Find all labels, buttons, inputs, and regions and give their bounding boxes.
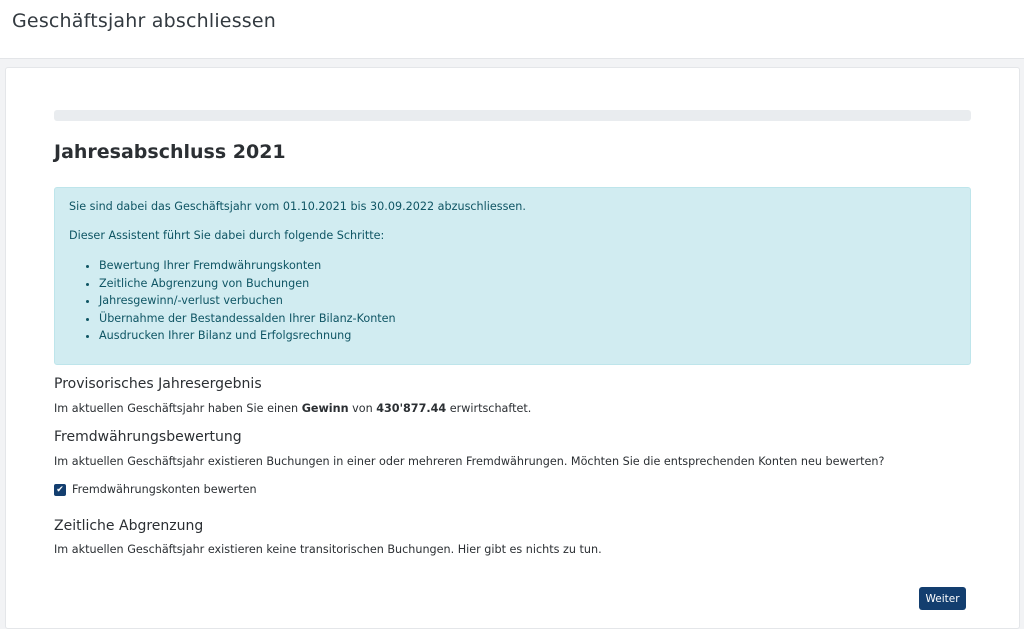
accrual-heading: Zeitliche Abgrenzung	[54, 518, 204, 534]
fx-text: Im aktuellen Geschäftsjahr existieren Buchungen in einer oder mehreren Fremdwährungen. Möchten Sie die entsprechenden Konten neu bewerten?	[54, 455, 885, 468]
top-bar	[0, 0, 1024, 59]
step-item: • Bewertung Ihrer Fremdwährungskonten	[99, 257, 396, 275]
step-item: • Übernahme der Bestandessalden Ihrer Bilanz-Konten	[99, 310, 396, 328]
fx-checkbox[interactable]: ✔	[54, 484, 66, 496]
page-title: Geschäftsjahr abschliessen	[12, 10, 277, 32]
steps-list	[69, 257, 396, 345]
result-text	[54, 402, 531, 415]
result-text-after: erwirtschaftet.	[446, 402, 532, 415]
info-alert	[54, 187, 971, 365]
result-text-before: Im aktuellen Geschäftsjahr haben Sie einen	[54, 402, 302, 415]
result-amount: 430'877.44	[376, 402, 447, 415]
next-button[interactable]: Weiter	[919, 587, 966, 610]
result-kind: Gewinn	[301, 402, 349, 415]
info-steps-intro-text: Dieser Assistent führt Sie dabei durch folgende Schritte:	[69, 229, 385, 242]
fx-heading: Fremdwährungsbewertung	[54, 429, 242, 445]
result-text-middle: von	[348, 402, 377, 415]
accrual-text: Im aktuellen Geschäftsjahr existieren keine transitorischen Buchungen. Hier gibt es nichts zu tun.	[54, 543, 602, 556]
wizard-card	[5, 67, 1020, 629]
step-item: • Zeitliche Abgrenzung von Buchungen	[99, 275, 396, 293]
wizard-progress-bar	[54, 110, 971, 121]
fx-checkbox-label[interactable]: Fremdwährungskonten bewerten	[72, 483, 257, 496]
result-heading: Provisorisches Jahresergebnis	[54, 376, 262, 392]
info-intro-text: Sie sind dabei das Geschäftsjahr vom 01.10.2021 bis 30.09.2022 abzuschliessen.	[69, 200, 526, 213]
step-item: • Ausdrucken Ihrer Bilanz und Erfolgsrechnung	[99, 327, 396, 345]
section-title: Jahresabschluss 2021	[54, 141, 286, 163]
step-item: • Jahresgewinn/-verlust verbuchen	[99, 292, 396, 310]
